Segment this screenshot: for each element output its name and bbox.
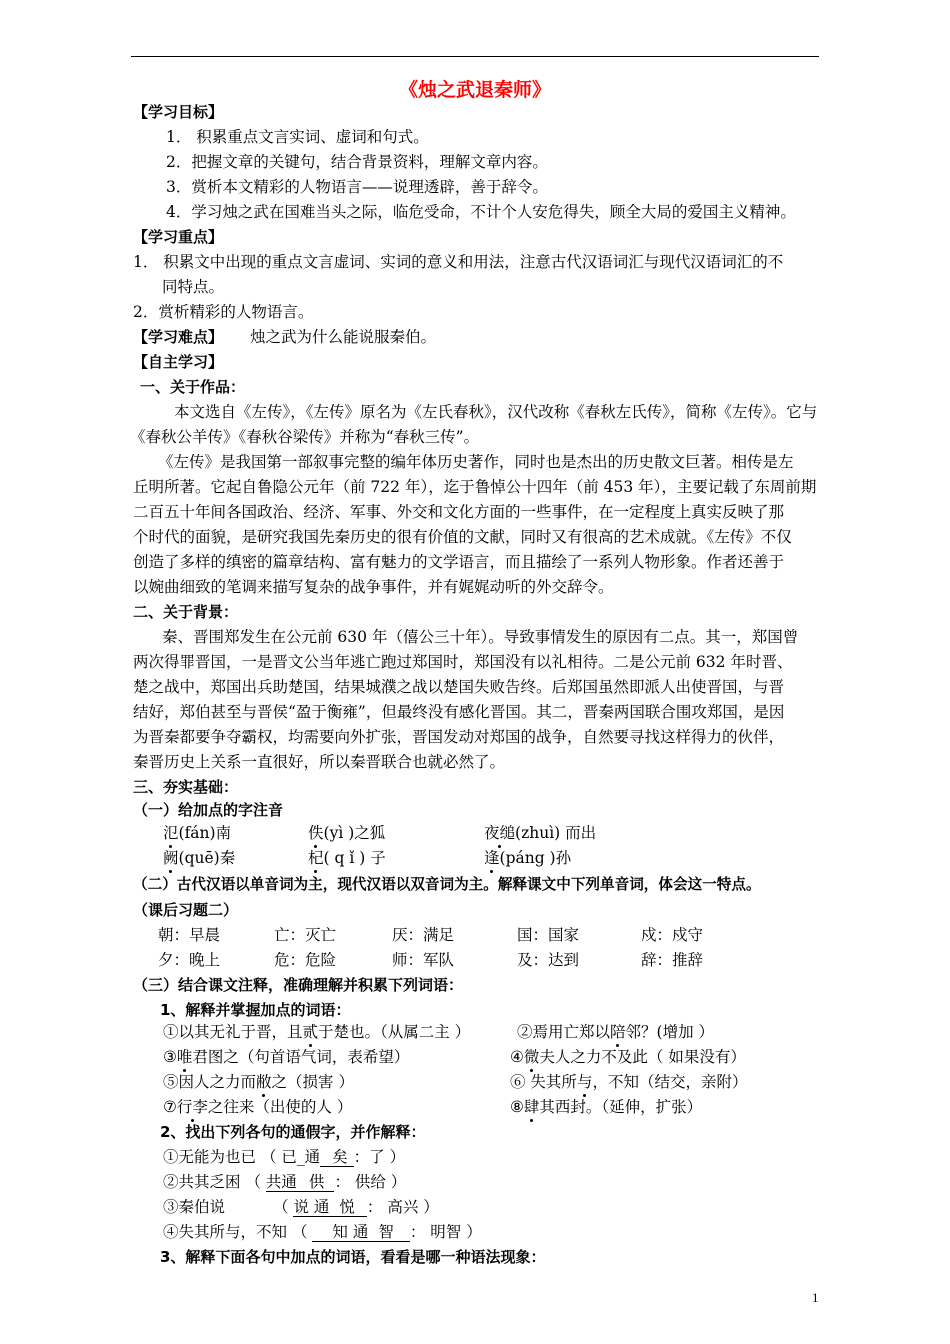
paragraph-line: 《左传》是我国第一部叙事完整的编年体历史著作，同时也是杰出的历史散文巨著。相传是左 xyxy=(158,453,794,471)
goal-item: 4．学习烛之武在国难当头之际，临危受命，不计个人安危得失，顾全大局的爱国主义精神。 xyxy=(166,203,796,221)
paragraph-line: 二百五十年间各国政治、经济、军事、外交和文化方面的一些事件，在一定程度上真实反映了那 xyxy=(133,503,785,521)
focus-item: 1． 积累文中出现的重点文言虚词、实词的意义和用法，注意古代汉语词汇与现代汉语词汇的不 xyxy=(133,253,784,271)
pinyin-item: 夜缒(zhuì) 而出 xyxy=(484,824,597,842)
focus-item: 2．赏析精彩的人物语言。 xyxy=(133,303,314,321)
paragraph-line: 为晋秦都要争夺霸权，均需要向外扩张，晋国发动对郑国的战争，自然要寻找这样得力的伙伴， xyxy=(133,728,785,746)
paragraph-line: 本文选自《左传》，《左传》原名为《左氏春秋》，汉代改称《春秋左氏传》，简称《左传》。它与 xyxy=(174,403,818,421)
paragraph-line: 两次得罪晋国，一是晋文公当年逃亡跑过郑国时，郑国没有以礼相待。二是公元前 632 年时晋、 xyxy=(133,653,793,671)
difficulty-heading: 【学习难点】 xyxy=(133,328,224,346)
section-heading: 三、夯实基础： xyxy=(133,778,239,796)
word-explain: ①以其无礼于晋，且贰于楚也。（从属二主 ） xyxy=(163,1023,471,1041)
paragraph-line: 结好，郑伯甚至与晋侯“盈于衡雍”，但最终没有感化晋国。其二，晋秦两国联合围攻郑国，是因 xyxy=(133,703,785,721)
pinyin-item: 杞( q ǐ ) 子 xyxy=(308,849,386,867)
tongjia-item: ③秦伯说 （ 说 通 悦 ： 高兴 ） xyxy=(163,1198,439,1216)
word-explain: ⑥ 失其所与，不知（结交，亲附） xyxy=(510,1073,748,1091)
pinyin-item: 逢(páng )孙 xyxy=(484,849,572,867)
words-subheading: 3、解释下面各句中加点的词语，看看是哪一种语法现象： xyxy=(160,1248,546,1266)
section-heading: 二、关于背景： xyxy=(133,603,239,621)
goal-item: 3．赏析本文精彩的人物语言——说理透辟，善于辞令。 xyxy=(166,178,548,196)
pinyin-item: 阙(quē)秦 xyxy=(163,849,236,867)
pinyin-item: 氾(fán)南 xyxy=(163,824,232,842)
goal-item: 1． 积累重点文言实词、虚词和句式。 xyxy=(166,128,429,146)
mono-word: 戍：戍守 xyxy=(641,926,704,944)
focus-heading: 【学习重点】 xyxy=(133,228,224,246)
tongjia-item: ④失其所与，不知 （ 知 通 智 ： 明智 ） xyxy=(163,1223,482,1241)
mono-word: 国：国家 xyxy=(517,926,580,944)
paragraph-line: 丘明所著。它起自鲁隐公元年（前 722 年），迄于鲁悼公十四年（前 453 年），主要记载了东周前期 xyxy=(133,478,817,496)
word-explain: ②焉用亡郑以陪邻？(增加 ） xyxy=(517,1023,715,1041)
word-explain: ③唯君图之（句首语气词，表希望） xyxy=(163,1048,410,1066)
words-subheading: 1、解释并掌握加点的词语： xyxy=(160,1001,351,1019)
mono-subheading: （课后习题二） xyxy=(133,901,239,919)
paragraph-line: 个时代的面貌，是研究我国先秦历史的很有价值的文献，同时又有很高的艺术成就。《左传》不仅 xyxy=(133,528,792,546)
mono-word: 朝：早晨 xyxy=(158,926,221,944)
words-subheading: 2、找出下列各句的通假字，并作解释： xyxy=(160,1123,426,1141)
page-title: 《烛之武退秦师》 xyxy=(398,79,551,101)
mono-word: 辞：推辞 xyxy=(641,951,704,969)
paragraph-line: 楚之战中，郑国出兵助楚国，结果城濮之战以楚国失败告终。后郑国虽然即派人出使晋国，与晋 xyxy=(133,678,785,696)
word-explain: ⑤因人之力而敝之（损害 ） xyxy=(163,1073,354,1091)
paragraph-line: 以婉曲细致的笔调来描写复杂的战争事件，并有娓娓动听的外交辞令。 xyxy=(133,578,614,596)
focus-item-cont: 同特点。 xyxy=(162,278,225,296)
header-rule xyxy=(131,56,819,57)
mono-word: 夕：晚上 xyxy=(158,951,221,969)
goals-heading: 【学习目标】 xyxy=(133,103,224,121)
paragraph-line: 秦晋历史上关系一直很好，所以秦晋联合也就必然了。 xyxy=(133,753,506,771)
self-study-heading: 【自主学习】 xyxy=(133,353,224,371)
paragraph-line: 《春秋公羊传》《春秋谷梁传》并称为“春秋三传”。 xyxy=(130,428,480,446)
tongjia-item: ①无能为也已 （ 已_通 矣 ：了 ） xyxy=(163,1148,406,1166)
mono-heading: （二）古代汉语以单音词为主，现代汉语以双音词为主。解释课文中下列单音词，体会这一特点。 xyxy=(133,876,761,893)
word-explain: ⑧肆其西封。（延伸，扩张） xyxy=(510,1098,703,1116)
word-explain: ④微夫人之力不及此（ 如果没有） xyxy=(510,1048,746,1066)
mono-word: 危：危险 xyxy=(274,951,337,969)
section-heading: 一、关于作品： xyxy=(140,378,246,396)
word-explain: ⑦行李之往来（出使的人 ） xyxy=(163,1098,353,1116)
mono-word: 师：军队 xyxy=(392,951,455,969)
page-number: 1 xyxy=(812,1290,819,1305)
goal-item: 2．把握文章的关键句，结合背景资料，理解文章内容。 xyxy=(166,153,548,171)
paragraph-line: 秦、晋围郑发生在公元前 630 年（僖公三十年）。导致事情发生的原因有二点。其一，郑国曾 xyxy=(162,628,799,646)
tongjia-item: ②共其乏困 （ 共通 供 ： 供给 ） xyxy=(163,1173,407,1191)
mono-word: 厌：满足 xyxy=(392,926,455,944)
mono-word: 及：达到 xyxy=(517,951,580,969)
pinyin-heading: （一）给加点的字注音 xyxy=(133,801,284,819)
mono-word: 亡：灭亡 xyxy=(274,926,337,944)
pinyin-item: 佚(yì )之狐 xyxy=(308,824,386,842)
words-heading: （三）结合课文注释，准确理解并积累下列词语： xyxy=(133,976,464,994)
paragraph-line: 创造了多样的缜密的篇章结构、富有魅力的文学语言，而且描绘了一系列人物形象。作者还善于 xyxy=(133,553,785,571)
difficulty-text: 烛之武为什么能说服秦伯。 xyxy=(250,328,437,346)
